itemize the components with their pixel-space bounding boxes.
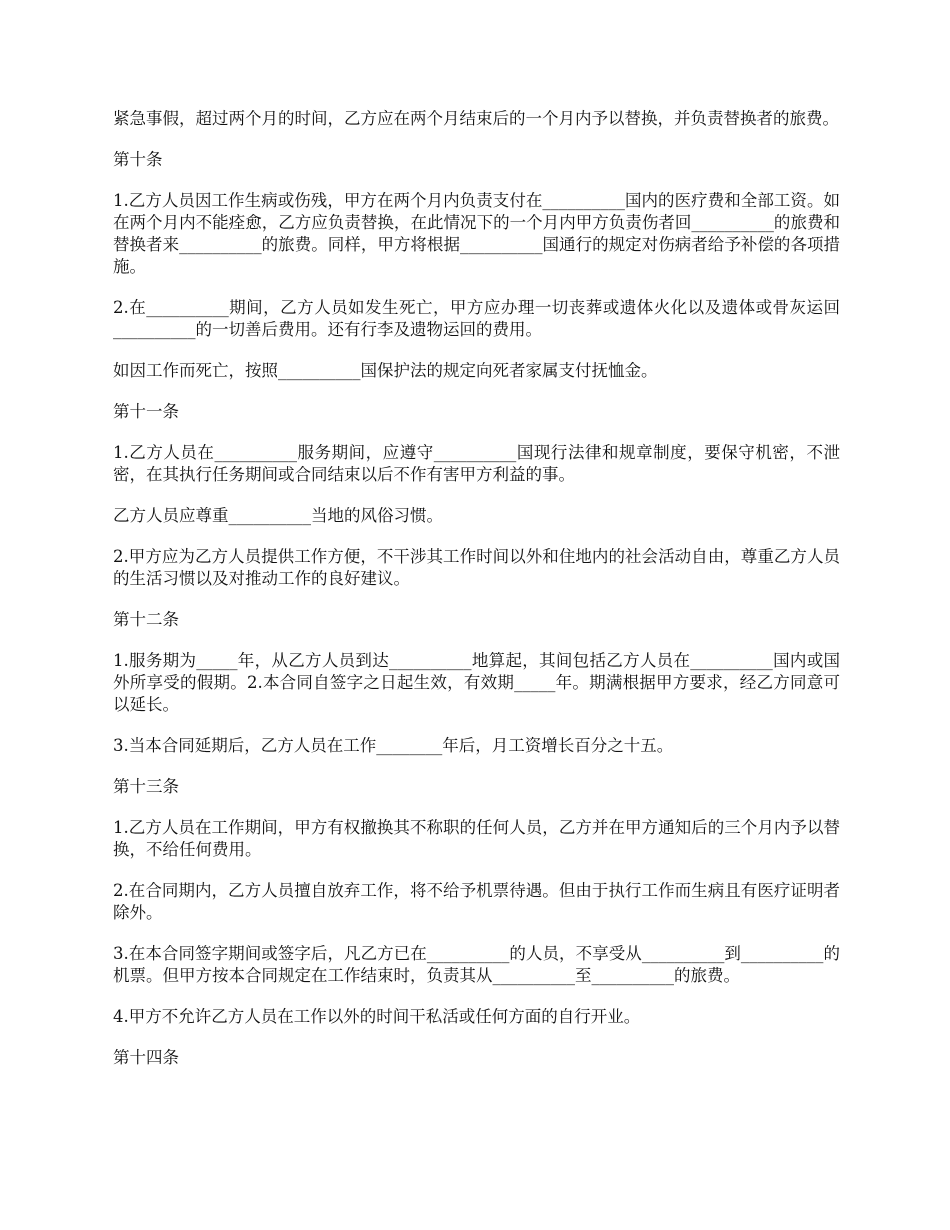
article-13-clause-1: 1.乙方人员在工作期间，甲方有权撤换其不称职的任何人员，乙方并在甲方通知后的三个月内予以替换，不给任何费用。	[113, 818, 840, 859]
article-12-clause-1: 1.服务期为_____年，从乙方人员到达__________地算起，其间包括乙方人员在__________国内或国外所享受的假期。2.本合同自签字之日起生效，有效期_____年。期满根据甲方要求，经乙方同意可以延长。	[113, 651, 840, 714]
article-12-clause-3: 3.当本合同延期后，乙方人员在工作________年后，月工资增长百分之十五。	[113, 736, 674, 755]
article-13-clause-3: 3.在本合同签字期间或签字后，凡乙方已在__________的人员，不享受从__________到__________的机票。但甲方按本合同规定在工作结束时，负责其从__________至__________的旅费。	[113, 944, 840, 985]
article-12-heading: 第十二条	[113, 610, 179, 629]
article-10-pension: 如因工作而死亡，按照__________国保护法的规定向死者家属支付抚恤金。	[113, 361, 658, 380]
article-11-heading: 第十一条	[113, 402, 179, 421]
article-13-clause-4: 4.甲方不允许乙方人员在工作以外的时间干私活或任何方面的自行开业。	[113, 1007, 641, 1026]
article-11-clause-1: 1.乙方人员在__________服务期间，应遵守__________国现行法律和规章制度，要保守机密，不泄密，在其执行任务期间或合同结束以后不作有害甲方利益的事。	[113, 443, 840, 484]
article-10-heading: 第十条	[113, 150, 163, 169]
article-10-clause-2: 2.在__________期间，乙方人员如发生死亡，甲方应办理一切丧葬或遗体火化以及遗体或骨灰运回__________的一切善后费用。还有行李及遗物运回的费用。	[113, 298, 840, 339]
article-10-clause-1: 1.乙方人员因工作生病或伤残，甲方在两个月内负责支付在__________国内的医疗费和全部工资。如在两个月内不能痊愈，乙方应负责替换，在此情况下的一个月内甲方负责伤者回__________的旅费和替换者来__________的旅费。同样，甲方将根据__________国通行的规定对伤病者给予补偿的各项措施。	[113, 191, 840, 276]
paragraph-emergency-leave: 紧急事假，超过两个月的时间，乙方应在两个月结束后的一个月内予以替换，并负责替换者的旅费。	[113, 109, 839, 128]
article-13-heading: 第十三条	[113, 777, 179, 796]
article-11-customs: 乙方人员应尊重__________当地的风俗习惯。	[113, 506, 443, 525]
document-page	[113, 108, 840, 1088]
article-11-clause-2: 2.甲方应为乙方人员提供工作方便，不干涉其工作时间以外和住地内的社会活动自由，尊重乙方人员的生活习惯以及对推动工作的良好建议。	[113, 547, 840, 588]
article-13-clause-2: 2.在合同期内，乙方人员擅自放弃工作，将不给予机票待遇。但由于执行工作而生病且有医疗证明者除外。	[113, 881, 840, 922]
article-14-heading: 第十四条	[113, 1048, 179, 1067]
